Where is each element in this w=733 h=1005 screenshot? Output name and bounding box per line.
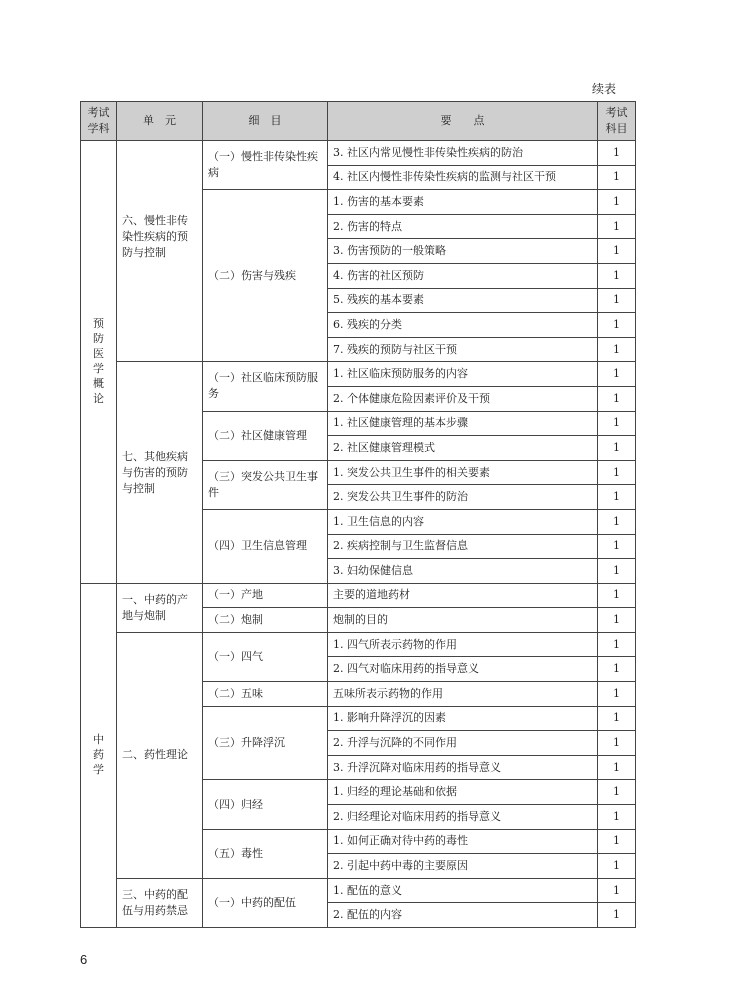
exam-cell: 1 [598,780,636,805]
point-cell: 炮制的目的 [328,608,598,633]
exam-cell: 1 [598,583,636,608]
exam-cell: 1 [598,805,636,830]
point-cell: 4. 伤害的社区预防 [328,263,598,288]
point-cell: 3. 升浮沉降对临床用药的指导意义 [328,755,598,780]
exam-cell: 1 [598,682,636,707]
table-header-row [81,102,636,141]
point-cell: 1. 社区健康管理的基本步骤 [328,411,598,436]
point-cell: 7. 残疾的预防与社区干预 [328,337,598,362]
point-cell: 1. 归经的理论基础和依据 [328,780,598,805]
exam-cell: 1 [598,411,636,436]
point-cell: 2. 疾病控制与卫生监督信息 [328,534,598,559]
exam-cell: 1 [598,190,636,215]
exam-cell: 1 [598,239,636,264]
syllabus-table [80,101,636,928]
point-cell: 3. 社区内常见慢性非传染性疾病的防治 [328,141,598,166]
exam-cell: 1 [598,706,636,731]
exam-cell: 1 [598,509,636,534]
unit-cell: 六、慢性非传染性疾病的预防与控制 [117,141,203,362]
exam-cell: 1 [598,386,636,411]
unit-cell: 三、中药的配伍与用药禁忌 [117,878,203,927]
point-cell: 1. 影响升降浮沉的因素 [328,706,598,731]
table-row [81,632,636,657]
exam-cell: 1 [598,731,636,756]
header-exam: 考试 科目 [598,102,636,141]
subject-label: 预防医学概论 [93,317,104,406]
point-cell: 5. 残疾的基本要素 [328,288,598,313]
item-cell: （一）社区临床预防服务 [203,362,328,411]
subject-cell [81,141,117,584]
exam-cell: 1 [598,362,636,387]
item-cell: （五）毒性 [203,829,328,878]
point-cell: 1. 卫生信息的内容 [328,509,598,534]
point-cell: 1. 如何正确对待中药的毒性 [328,829,598,854]
point-cell: 3. 伤害预防的一般策略 [328,239,598,264]
item-cell: （一）四气 [203,632,328,681]
header-subject: 考试 学科 [81,102,117,141]
header-point: 要 点 [328,102,598,141]
exam-cell: 1 [598,878,636,903]
point-cell: 1. 四气所表示药物的作用 [328,632,598,657]
item-cell: （二）炮制 [203,608,328,633]
point-cell: 2. 四气对临床用药的指导意义 [328,657,598,682]
point-cell: 3. 妇幼保健信息 [328,559,598,584]
exam-cell: 1 [598,165,636,190]
exam-cell: 1 [598,829,636,854]
point-cell: 1. 配伍的意义 [328,878,598,903]
point-cell: 1. 社区临床预防服务的内容 [328,362,598,387]
unit-cell: 一、中药的产地与炮制 [117,583,203,632]
point-cell: 2. 升浮与沉降的不同作用 [328,731,598,756]
exam-cell: 1 [598,141,636,166]
item-cell: （四）归经 [203,780,328,829]
item-cell: （一）中药的配伍 [203,878,328,927]
point-cell: 五味所表示药物的作用 [328,682,598,707]
exam-cell: 1 [598,534,636,559]
item-cell: （三）升降浮沉 [203,706,328,780]
table-row [81,362,636,387]
point-cell: 2. 配伍的内容 [328,903,598,928]
page-number: 6 [80,952,88,967]
point-cell: 2. 伤害的特点 [328,214,598,239]
item-cell: （二）社区健康管理 [203,411,328,460]
exam-cell: 1 [598,436,636,461]
item-cell: （一）慢性非传染性疾病 [203,141,328,190]
exam-cell: 1 [598,559,636,584]
point-cell: 2. 归经理论对临床用药的指导意义 [328,805,598,830]
point-cell: 2. 突发公共卫生事件的防治 [328,485,598,510]
exam-cell: 1 [598,657,636,682]
table-row [81,141,636,166]
exam-cell: 1 [598,755,636,780]
exam-cell: 1 [598,854,636,879]
item-cell: （一）产地 [203,583,328,608]
point-cell: 1. 突发公共卫生事件的相关要素 [328,460,598,485]
exam-cell: 1 [598,632,636,657]
point-cell: 6. 残疾的分类 [328,313,598,338]
point-cell: 2. 个体健康危险因素评价及干预 [328,386,598,411]
point-cell: 2. 引起中药中毒的主要原因 [328,854,598,879]
exam-cell: 1 [598,460,636,485]
continued-label: 续表 [592,82,617,96]
subject-label: 中药学 [93,733,104,777]
exam-cell: 1 [598,903,636,928]
item-cell: （二）伤害与残疾 [203,190,328,362]
item-cell: （三）突发公共卫生事件 [203,460,328,509]
header-item: 细 目 [203,102,328,141]
header-unit: 单 元 [117,102,203,141]
point-cell: 4. 社区内慢性非传染性疾病的监测与社区干预 [328,165,598,190]
table-row [81,583,636,608]
unit-cell: 二、药性理论 [117,632,203,878]
unit-cell: 七、其他疾病与伤害的预防与控制 [117,362,203,583]
exam-cell: 1 [598,485,636,510]
exam-cell: 1 [598,263,636,288]
table-row [81,878,636,903]
point-cell: 1. 伤害的基本要素 [328,190,598,215]
exam-cell: 1 [598,288,636,313]
point-cell: 主要的道地药材 [328,583,598,608]
item-cell: （四）卫生信息管理 [203,509,328,583]
exam-cell: 1 [598,337,636,362]
subject-cell [81,583,117,927]
item-cell: （二）五味 [203,682,328,707]
exam-cell: 1 [598,608,636,633]
point-cell: 2. 社区健康管理模式 [328,436,598,461]
exam-cell: 1 [598,214,636,239]
exam-cell: 1 [598,313,636,338]
